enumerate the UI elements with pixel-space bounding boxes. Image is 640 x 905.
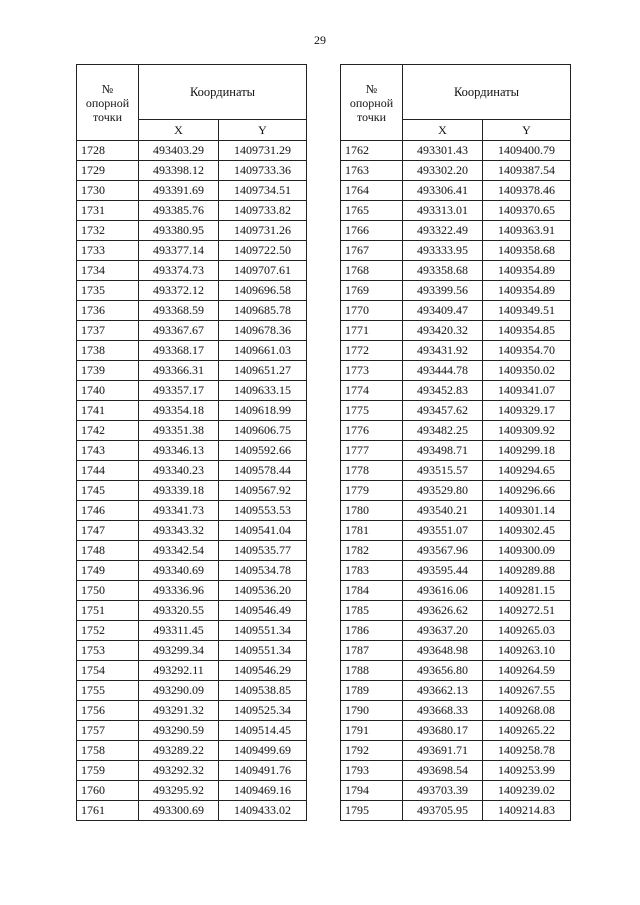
y-coordinate-cell: 1409264.59 [483, 661, 571, 681]
y-coordinate-cell: 1409253.99 [483, 761, 571, 781]
table-row [77, 401, 307, 421]
point-number-cell: 1765 [341, 201, 403, 221]
point-number-cell: 1753 [77, 641, 139, 661]
point-number-cell: 1781 [341, 521, 403, 541]
x-coordinate-cell: 493703.39 [403, 781, 483, 801]
x-coordinate-cell: 493409.47 [403, 301, 483, 321]
y-coordinate-cell: 1409299.18 [483, 441, 571, 461]
point-number-cell: 1793 [341, 761, 403, 781]
table-row [341, 241, 571, 261]
table-row [77, 221, 307, 241]
point-number-cell: 1774 [341, 381, 403, 401]
point-number-cell: 1757 [77, 721, 139, 741]
x-coordinate-cell: 493698.54 [403, 761, 483, 781]
y-coordinate-cell: 1409358.68 [483, 241, 571, 261]
x-coordinate-cell: 493372.12 [139, 281, 219, 301]
x-coordinate-cell: 493403.29 [139, 141, 219, 161]
y-coordinate-cell: 1409499.69 [219, 741, 307, 761]
point-number-header [341, 65, 403, 141]
x-coordinate-cell: 493306.41 [403, 181, 483, 201]
x-coordinate-cell: 493374.73 [139, 261, 219, 281]
x-coordinate-cell: 493300.69 [139, 801, 219, 821]
y-coordinate-cell: 1409268.08 [483, 701, 571, 721]
table-row [341, 721, 571, 741]
x-coordinate-cell: 493551.07 [403, 521, 483, 541]
point-number-cell: 1775 [341, 401, 403, 421]
point-number-cell: 1751 [77, 601, 139, 621]
x-coordinate-cell: 493656.80 [403, 661, 483, 681]
coordinates-table-left [76, 64, 307, 821]
x-coordinate-cell: 493391.69 [139, 181, 219, 201]
x-coordinate-cell: 493540.21 [403, 501, 483, 521]
y-coordinate-cell: 1409551.34 [219, 641, 307, 661]
table-row [341, 741, 571, 761]
y-coordinate-cell: 1409289.88 [483, 561, 571, 581]
table-row [77, 361, 307, 381]
x-coordinate-cell: 493626.62 [403, 601, 483, 621]
point-number-cell: 1755 [77, 681, 139, 701]
point-number-cell: 1731 [77, 201, 139, 221]
x-coordinate-cell: 493333.95 [403, 241, 483, 261]
point-number-cell: 1779 [341, 481, 403, 501]
x-coordinate-cell: 493385.76 [139, 201, 219, 221]
table-row [341, 641, 571, 661]
x-coordinate-cell: 493290.09 [139, 681, 219, 701]
point-number-cell: 1735 [77, 281, 139, 301]
table-row [341, 481, 571, 501]
point-number-header-line1: № [365, 81, 378, 96]
y-coordinate-cell: 1409551.34 [219, 621, 307, 641]
x-coordinate-cell: 493302.20 [403, 161, 483, 181]
y-coordinate-cell: 1409350.02 [483, 361, 571, 381]
coordinates-table-right-body [341, 141, 571, 821]
table-row [341, 421, 571, 441]
table-row [341, 161, 571, 181]
table-row [77, 661, 307, 681]
x-column-header: X [403, 120, 483, 141]
x-coordinate-cell: 493457.62 [403, 401, 483, 421]
x-coordinate-cell: 493346.13 [139, 441, 219, 461]
y-coordinate-cell: 1409265.22 [483, 721, 571, 741]
y-coordinate-cell: 1409302.45 [483, 521, 571, 541]
table-row [77, 581, 307, 601]
x-coordinate-cell: 493367.67 [139, 321, 219, 341]
y-coordinate-cell: 1409354.89 [483, 281, 571, 301]
y-coordinate-cell: 1409536.20 [219, 581, 307, 601]
table-row [341, 281, 571, 301]
table-row [341, 621, 571, 641]
y-coordinate-cell: 1409354.70 [483, 341, 571, 361]
y-coordinate-cell: 1409578.44 [219, 461, 307, 481]
table-row [77, 721, 307, 741]
x-coordinate-cell: 493691.71 [403, 741, 483, 761]
table-row [341, 521, 571, 541]
x-coordinate-cell: 493289.22 [139, 741, 219, 761]
y-coordinate-cell: 1409281.15 [483, 581, 571, 601]
table-row [77, 281, 307, 301]
x-coordinate-cell: 493498.71 [403, 441, 483, 461]
point-number-cell: 1769 [341, 281, 403, 301]
page-number: 29 [314, 33, 326, 47]
x-coordinate-cell: 493595.44 [403, 561, 483, 581]
x-coordinate-cell: 493341.73 [139, 501, 219, 521]
table-row [77, 461, 307, 481]
y-coordinate-cell: 1409309.92 [483, 421, 571, 441]
point-number-cell: 1770 [341, 301, 403, 321]
point-number-cell: 1741 [77, 401, 139, 421]
x-coordinate-cell: 493616.06 [403, 581, 483, 601]
y-coordinate-cell: 1409538.85 [219, 681, 307, 701]
table-row [77, 481, 307, 501]
coordinates-table-right [340, 64, 571, 821]
y-coordinate-cell: 1409661.03 [219, 341, 307, 361]
table-row [77, 701, 307, 721]
y-coordinate-cell: 1409301.14 [483, 501, 571, 521]
point-number-cell: 1729 [77, 161, 139, 181]
point-number-cell: 1732 [77, 221, 139, 241]
x-coordinate-cell: 493705.95 [403, 801, 483, 821]
y-coordinate-cell: 1409354.89 [483, 261, 571, 281]
table-row [77, 561, 307, 581]
point-number-header-line2: опорной [349, 95, 394, 110]
x-coordinate-cell: 493339.18 [139, 481, 219, 501]
point-number-cell: 1745 [77, 481, 139, 501]
y-coordinate-cell: 1409469.16 [219, 781, 307, 801]
y-coordinate-cell: 1409349.51 [483, 301, 571, 321]
y-coordinate-cell: 1409370.65 [483, 201, 571, 221]
point-number-cell: 1792 [341, 741, 403, 761]
table-row [341, 581, 571, 601]
coordinates-header: Координаты [139, 65, 307, 120]
point-number-header [77, 65, 139, 141]
point-number-header-line1: № [101, 81, 114, 96]
x-coordinate-cell: 493351.38 [139, 421, 219, 441]
x-coordinate-cell: 493482.25 [403, 421, 483, 441]
table-row [77, 501, 307, 521]
point-number-cell: 1740 [77, 381, 139, 401]
point-number-cell: 1760 [77, 781, 139, 801]
point-number-cell: 1756 [77, 701, 139, 721]
x-coordinate-cell: 493290.59 [139, 721, 219, 741]
table-row [77, 181, 307, 201]
y-coordinate-cell: 1409525.34 [219, 701, 307, 721]
x-coordinate-cell: 493357.17 [139, 381, 219, 401]
y-coordinate-cell: 1409541.04 [219, 521, 307, 541]
y-coordinate-cell: 1409696.58 [219, 281, 307, 301]
table-row [77, 801, 307, 821]
point-number-cell: 1736 [77, 301, 139, 321]
point-number-cell: 1734 [77, 261, 139, 281]
y-coordinate-cell: 1409633.15 [219, 381, 307, 401]
x-coordinate-cell: 493292.32 [139, 761, 219, 781]
y-coordinate-cell: 1409546.49 [219, 601, 307, 621]
x-column-header: X [139, 120, 219, 141]
point-number-cell: 1752 [77, 621, 139, 641]
table-row [77, 161, 307, 181]
x-coordinate-cell: 493340.69 [139, 561, 219, 581]
y-coordinate-cell: 1409378.46 [483, 181, 571, 201]
x-coordinate-cell: 493529.80 [403, 481, 483, 501]
y-coordinate-cell: 1409535.77 [219, 541, 307, 561]
y-coordinate-cell: 1409341.07 [483, 381, 571, 401]
table-row [77, 261, 307, 281]
x-coordinate-cell: 493366.31 [139, 361, 219, 381]
x-coordinate-cell: 493431.92 [403, 341, 483, 361]
point-number-cell: 1733 [77, 241, 139, 261]
point-number-cell: 1768 [341, 261, 403, 281]
x-coordinate-cell: 493322.49 [403, 221, 483, 241]
y-coordinate-cell: 1409685.78 [219, 301, 307, 321]
x-coordinate-cell: 493637.20 [403, 621, 483, 641]
point-number-cell: 1758 [77, 741, 139, 761]
x-coordinate-cell: 493399.56 [403, 281, 483, 301]
point-number-cell: 1772 [341, 341, 403, 361]
y-coordinate-cell: 1409651.27 [219, 361, 307, 381]
y-coordinate-cell: 1409267.55 [483, 681, 571, 701]
y-coordinate-cell: 1409363.91 [483, 221, 571, 241]
table-row [341, 761, 571, 781]
point-number-cell: 1783 [341, 561, 403, 581]
table-row [341, 661, 571, 681]
table-row [341, 201, 571, 221]
table-row [341, 541, 571, 561]
y-coordinate-cell: 1409734.51 [219, 181, 307, 201]
table-row [341, 801, 571, 821]
table-row [77, 301, 307, 321]
point-number-cell: 1784 [341, 581, 403, 601]
point-number-cell: 1763 [341, 161, 403, 181]
point-number-cell: 1761 [77, 801, 139, 821]
point-number-cell: 1776 [341, 421, 403, 441]
table-row [341, 361, 571, 381]
table-row [341, 181, 571, 201]
table-row [341, 501, 571, 521]
x-coordinate-cell: 493662.13 [403, 681, 483, 701]
point-number-cell: 1749 [77, 561, 139, 581]
point-number-cell: 1750 [77, 581, 139, 601]
x-coordinate-cell: 493567.96 [403, 541, 483, 561]
point-number-cell: 1766 [341, 221, 403, 241]
point-number-cell: 1737 [77, 321, 139, 341]
y-coordinate-cell: 1409546.29 [219, 661, 307, 681]
y-coordinate-cell: 1409722.50 [219, 241, 307, 261]
y-coordinate-cell: 1409296.66 [483, 481, 571, 501]
point-number-header-line3: точки [356, 109, 387, 124]
point-number-cell: 1771 [341, 321, 403, 341]
table-row [341, 561, 571, 581]
x-coordinate-cell: 493368.17 [139, 341, 219, 361]
table-row [77, 521, 307, 541]
point-number-cell: 1787 [341, 641, 403, 661]
x-coordinate-cell: 493313.01 [403, 201, 483, 221]
point-number-cell: 1762 [341, 141, 403, 161]
x-coordinate-cell: 493368.59 [139, 301, 219, 321]
table-row [77, 341, 307, 361]
table-row [341, 701, 571, 721]
y-coordinate-cell: 1409354.85 [483, 321, 571, 341]
x-coordinate-cell: 493648.98 [403, 641, 483, 661]
x-coordinate-cell: 493295.92 [139, 781, 219, 801]
y-coordinate-cell: 1409239.02 [483, 781, 571, 801]
y-coordinate-cell: 1409514.45 [219, 721, 307, 741]
table-row [341, 601, 571, 621]
y-coordinate-cell: 1409294.65 [483, 461, 571, 481]
y-coordinate-cell: 1409329.17 [483, 401, 571, 421]
table-row [77, 781, 307, 801]
point-number-cell: 1764 [341, 181, 403, 201]
point-number-cell: 1754 [77, 661, 139, 681]
point-number-cell: 1795 [341, 801, 403, 821]
point-number-cell: 1742 [77, 421, 139, 441]
point-number-cell: 1777 [341, 441, 403, 461]
x-coordinate-cell: 493420.32 [403, 321, 483, 341]
table-row [341, 341, 571, 361]
x-coordinate-cell: 493320.55 [139, 601, 219, 621]
point-number-header-line3: точки [92, 109, 123, 124]
x-coordinate-cell: 493354.18 [139, 401, 219, 421]
y-coordinate-cell: 1409733.82 [219, 201, 307, 221]
y-coordinate-cell: 1409433.02 [219, 801, 307, 821]
y-coordinate-cell: 1409272.51 [483, 601, 571, 621]
x-coordinate-cell: 493299.34 [139, 641, 219, 661]
table-row [77, 241, 307, 261]
y-coordinate-cell: 1409258.78 [483, 741, 571, 761]
table-row [341, 321, 571, 341]
point-number-cell: 1746 [77, 501, 139, 521]
x-coordinate-cell: 493343.32 [139, 521, 219, 541]
y-coordinate-cell: 1409553.53 [219, 501, 307, 521]
table-row [77, 621, 307, 641]
point-number-cell: 1773 [341, 361, 403, 381]
coordinates-header: Координаты [403, 65, 571, 120]
point-number-cell: 1744 [77, 461, 139, 481]
coordinates-table-left-body [77, 141, 307, 821]
point-number-cell: 1748 [77, 541, 139, 561]
table-row [77, 761, 307, 781]
table-row [341, 681, 571, 701]
point-number-cell: 1790 [341, 701, 403, 721]
x-coordinate-cell: 493380.95 [139, 221, 219, 241]
y-coordinate-cell: 1409733.36 [219, 161, 307, 181]
table-row [77, 141, 307, 161]
table-row [77, 641, 307, 661]
table-row [341, 301, 571, 321]
table-row [77, 321, 307, 341]
y-coordinate-cell: 1409214.83 [483, 801, 571, 821]
x-coordinate-cell: 493311.45 [139, 621, 219, 641]
point-number-cell: 1730 [77, 181, 139, 201]
table-row [77, 201, 307, 221]
y-coordinate-cell: 1409534.78 [219, 561, 307, 581]
y-column-header: Y [483, 120, 571, 141]
table-row [341, 381, 571, 401]
point-number-cell: 1778 [341, 461, 403, 481]
table-row [77, 741, 307, 761]
point-number-cell: 1767 [341, 241, 403, 261]
y-coordinate-cell: 1409678.36 [219, 321, 307, 341]
point-number-cell: 1785 [341, 601, 403, 621]
x-coordinate-cell: 493291.32 [139, 701, 219, 721]
point-number-cell: 1786 [341, 621, 403, 641]
point-number-header-line2: опорной [85, 95, 130, 110]
x-coordinate-cell: 493301.43 [403, 141, 483, 161]
table-row [341, 781, 571, 801]
table-row [341, 141, 571, 161]
table-row [77, 601, 307, 621]
point-number-cell: 1739 [77, 361, 139, 381]
y-coordinate-cell: 1409707.61 [219, 261, 307, 281]
y-coordinate-cell: 1409731.29 [219, 141, 307, 161]
point-number-cell: 1794 [341, 781, 403, 801]
x-coordinate-cell: 493336.96 [139, 581, 219, 601]
y-coordinate-cell: 1409300.09 [483, 541, 571, 561]
table-row [77, 441, 307, 461]
point-number-cell: 1728 [77, 141, 139, 161]
y-coordinate-cell: 1409592.66 [219, 441, 307, 461]
y-coordinate-cell: 1409618.99 [219, 401, 307, 421]
y-coordinate-cell: 1409387.54 [483, 161, 571, 181]
x-coordinate-cell: 493398.12 [139, 161, 219, 181]
x-coordinate-cell: 493680.17 [403, 721, 483, 741]
y-column-header: Y [219, 120, 307, 141]
x-coordinate-cell: 493444.78 [403, 361, 483, 381]
point-number-cell: 1791 [341, 721, 403, 741]
table-row [341, 261, 571, 281]
point-number-cell: 1738 [77, 341, 139, 361]
y-coordinate-cell: 1409731.26 [219, 221, 307, 241]
table-row [341, 401, 571, 421]
table-row [77, 681, 307, 701]
point-number-cell: 1747 [77, 521, 139, 541]
point-number-cell: 1743 [77, 441, 139, 461]
y-coordinate-cell: 1409567.92 [219, 481, 307, 501]
x-coordinate-cell: 493515.57 [403, 461, 483, 481]
table-row [341, 221, 571, 241]
point-number-cell: 1789 [341, 681, 403, 701]
x-coordinate-cell: 493358.68 [403, 261, 483, 281]
table-row [77, 541, 307, 561]
y-coordinate-cell: 1409265.03 [483, 621, 571, 641]
x-coordinate-cell: 493340.23 [139, 461, 219, 481]
y-coordinate-cell: 1409606.75 [219, 421, 307, 441]
point-number-cell: 1759 [77, 761, 139, 781]
x-coordinate-cell: 493377.14 [139, 241, 219, 261]
x-coordinate-cell: 493452.83 [403, 381, 483, 401]
point-number-cell: 1788 [341, 661, 403, 681]
point-number-cell: 1782 [341, 541, 403, 561]
y-coordinate-cell: 1409263.10 [483, 641, 571, 661]
table-row [77, 381, 307, 401]
y-coordinate-cell: 1409400.79 [483, 141, 571, 161]
table-row [77, 421, 307, 441]
point-number-cell: 1780 [341, 501, 403, 521]
table-row [341, 441, 571, 461]
x-coordinate-cell: 493292.11 [139, 661, 219, 681]
y-coordinate-cell: 1409491.76 [219, 761, 307, 781]
x-coordinate-cell: 493342.54 [139, 541, 219, 561]
table-row [341, 461, 571, 481]
x-coordinate-cell: 493668.33 [403, 701, 483, 721]
